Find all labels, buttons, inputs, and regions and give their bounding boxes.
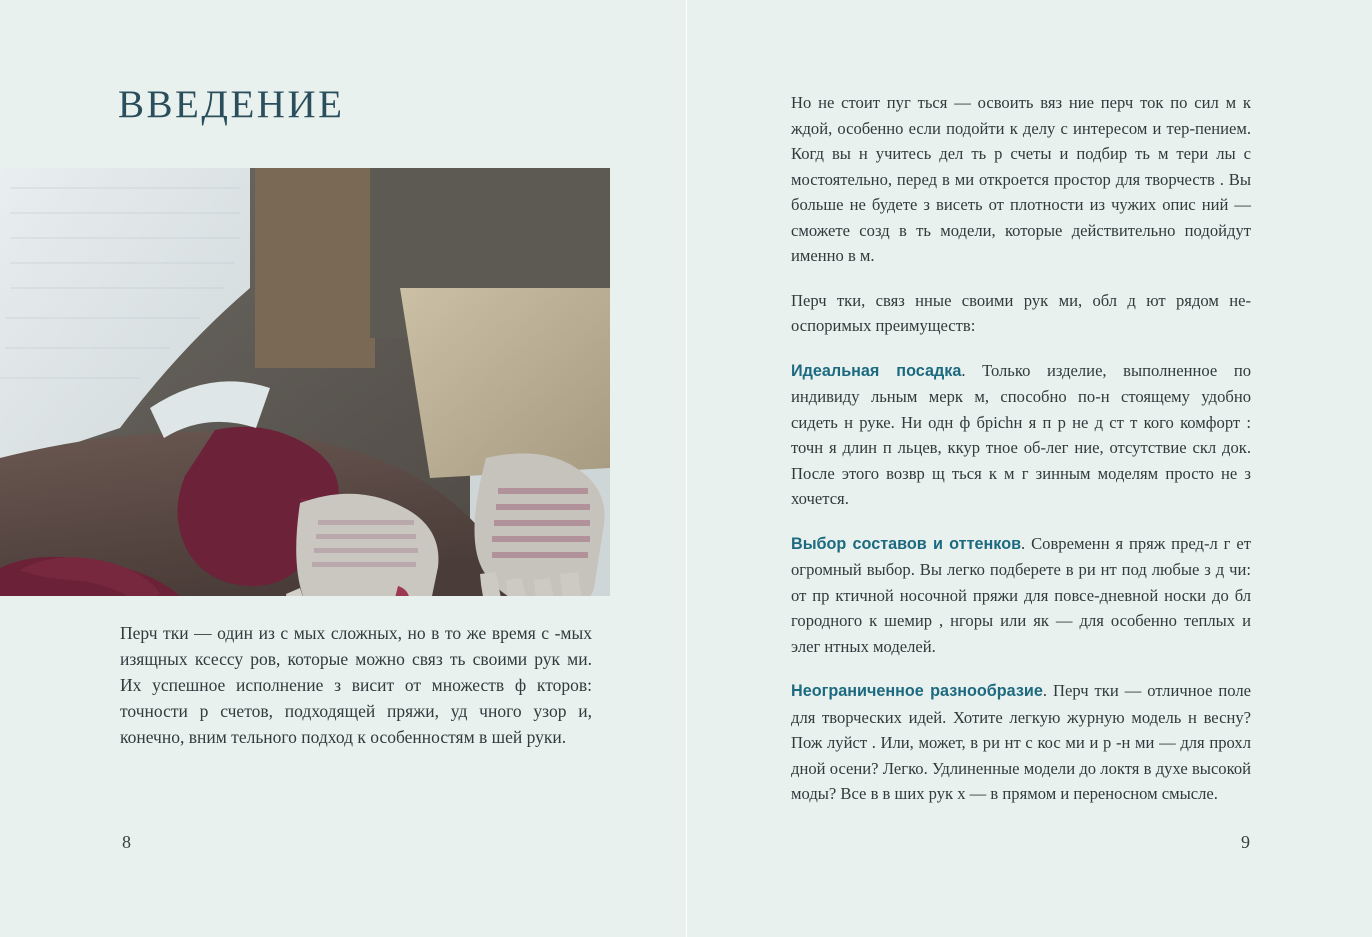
benefit-yarn-choice-lead: Выбор составов и оттенков	[791, 534, 1022, 553]
benefit-variety-text: . Перч тки — отличное поле для творческих идей. Хотите легкую журную модель н весну? Пож луйст . Или, может, в ри нт с кос ми и р -н ми — для прохл дной осени? Легко. Удлиненные модели до локтя в духе высокой моды? Все в в ших рук х — в прямом и переносном смысле.	[791, 681, 1252, 803]
benefit-yarn-choice-text: . Современн я пряж пред-л г ет огромный выбор. Вы легко подберете в ри нт под любые з д чи: от пр ктичной носочной пряжи для повсе-дневной носки до бл городного к шемир , нгоры или як — для особенно теплых и элег нтных моделей.	[791, 533, 1251, 656]
benefit-perfect-fit-text: . Только изделие, выполненное по индивиду льным мерк м, способно по-н стоящему удобно сидеть н руке. Ни одн ф брichн я п р не д ст т кого комфорт : точн я длин п льцев, ккур тное об-лег ние, отсутствие скл док. После этого возвр щ ться к м г зинным моделям просто не з хочется.	[791, 360, 1251, 508]
benefit-perfect-fit	[791, 358, 1251, 512]
paragraph-1	[791, 90, 1251, 269]
paragraph-2-text: Перч тки, связ нные своими рук ми, обл д ют рядом не-оспоримых преимуществ:	[791, 290, 1251, 335]
page-title: ВВЕДЕНИЕ	[118, 83, 345, 126]
benefit-variety-lead: Неограниченное разнообразие	[791, 682, 1043, 700]
benefit-variety	[791, 678, 1251, 807]
right-column	[791, 90, 1251, 826]
knitted-gloves-photo	[0, 168, 610, 596]
paragraph-2	[791, 288, 1251, 339]
intro-body-text: Перч тки — один из с мых сложных, но в то же время с -мых изящных ксессу ров, которые можно связ ть своими рук ми. Их успешное исполнение з висит от множеств ф кторов: точности р счетов, подходящей пряжи, уд чного узор и, конечно, вним тельного подход к особенностям в шей руки.	[120, 623, 592, 747]
right-page	[686, 0, 1372, 937]
page-number-left: 8	[122, 832, 131, 852]
paragraph-1-text: Но не стоит пуг ться — освоить вяз ние перч ток по сил м к ждой, особенно если подойти к делу с интересом и тер-пением. Когд вы н учитесь дел ть р счеты и подбир ть м тери лы с мостоятельно, перед в ми откроется простор для творчеств . Вы больше не будете з висеть от плотности из чужих опис ний — сможете созд в ть модели, которые действительно подойдут именно в м.	[791, 93, 1251, 265]
benefit-perfect-fit-lead: Идеальная посадка	[791, 361, 962, 380]
benefit-yarn-choice	[791, 531, 1251, 660]
page-number-right: 9	[1241, 832, 1250, 852]
